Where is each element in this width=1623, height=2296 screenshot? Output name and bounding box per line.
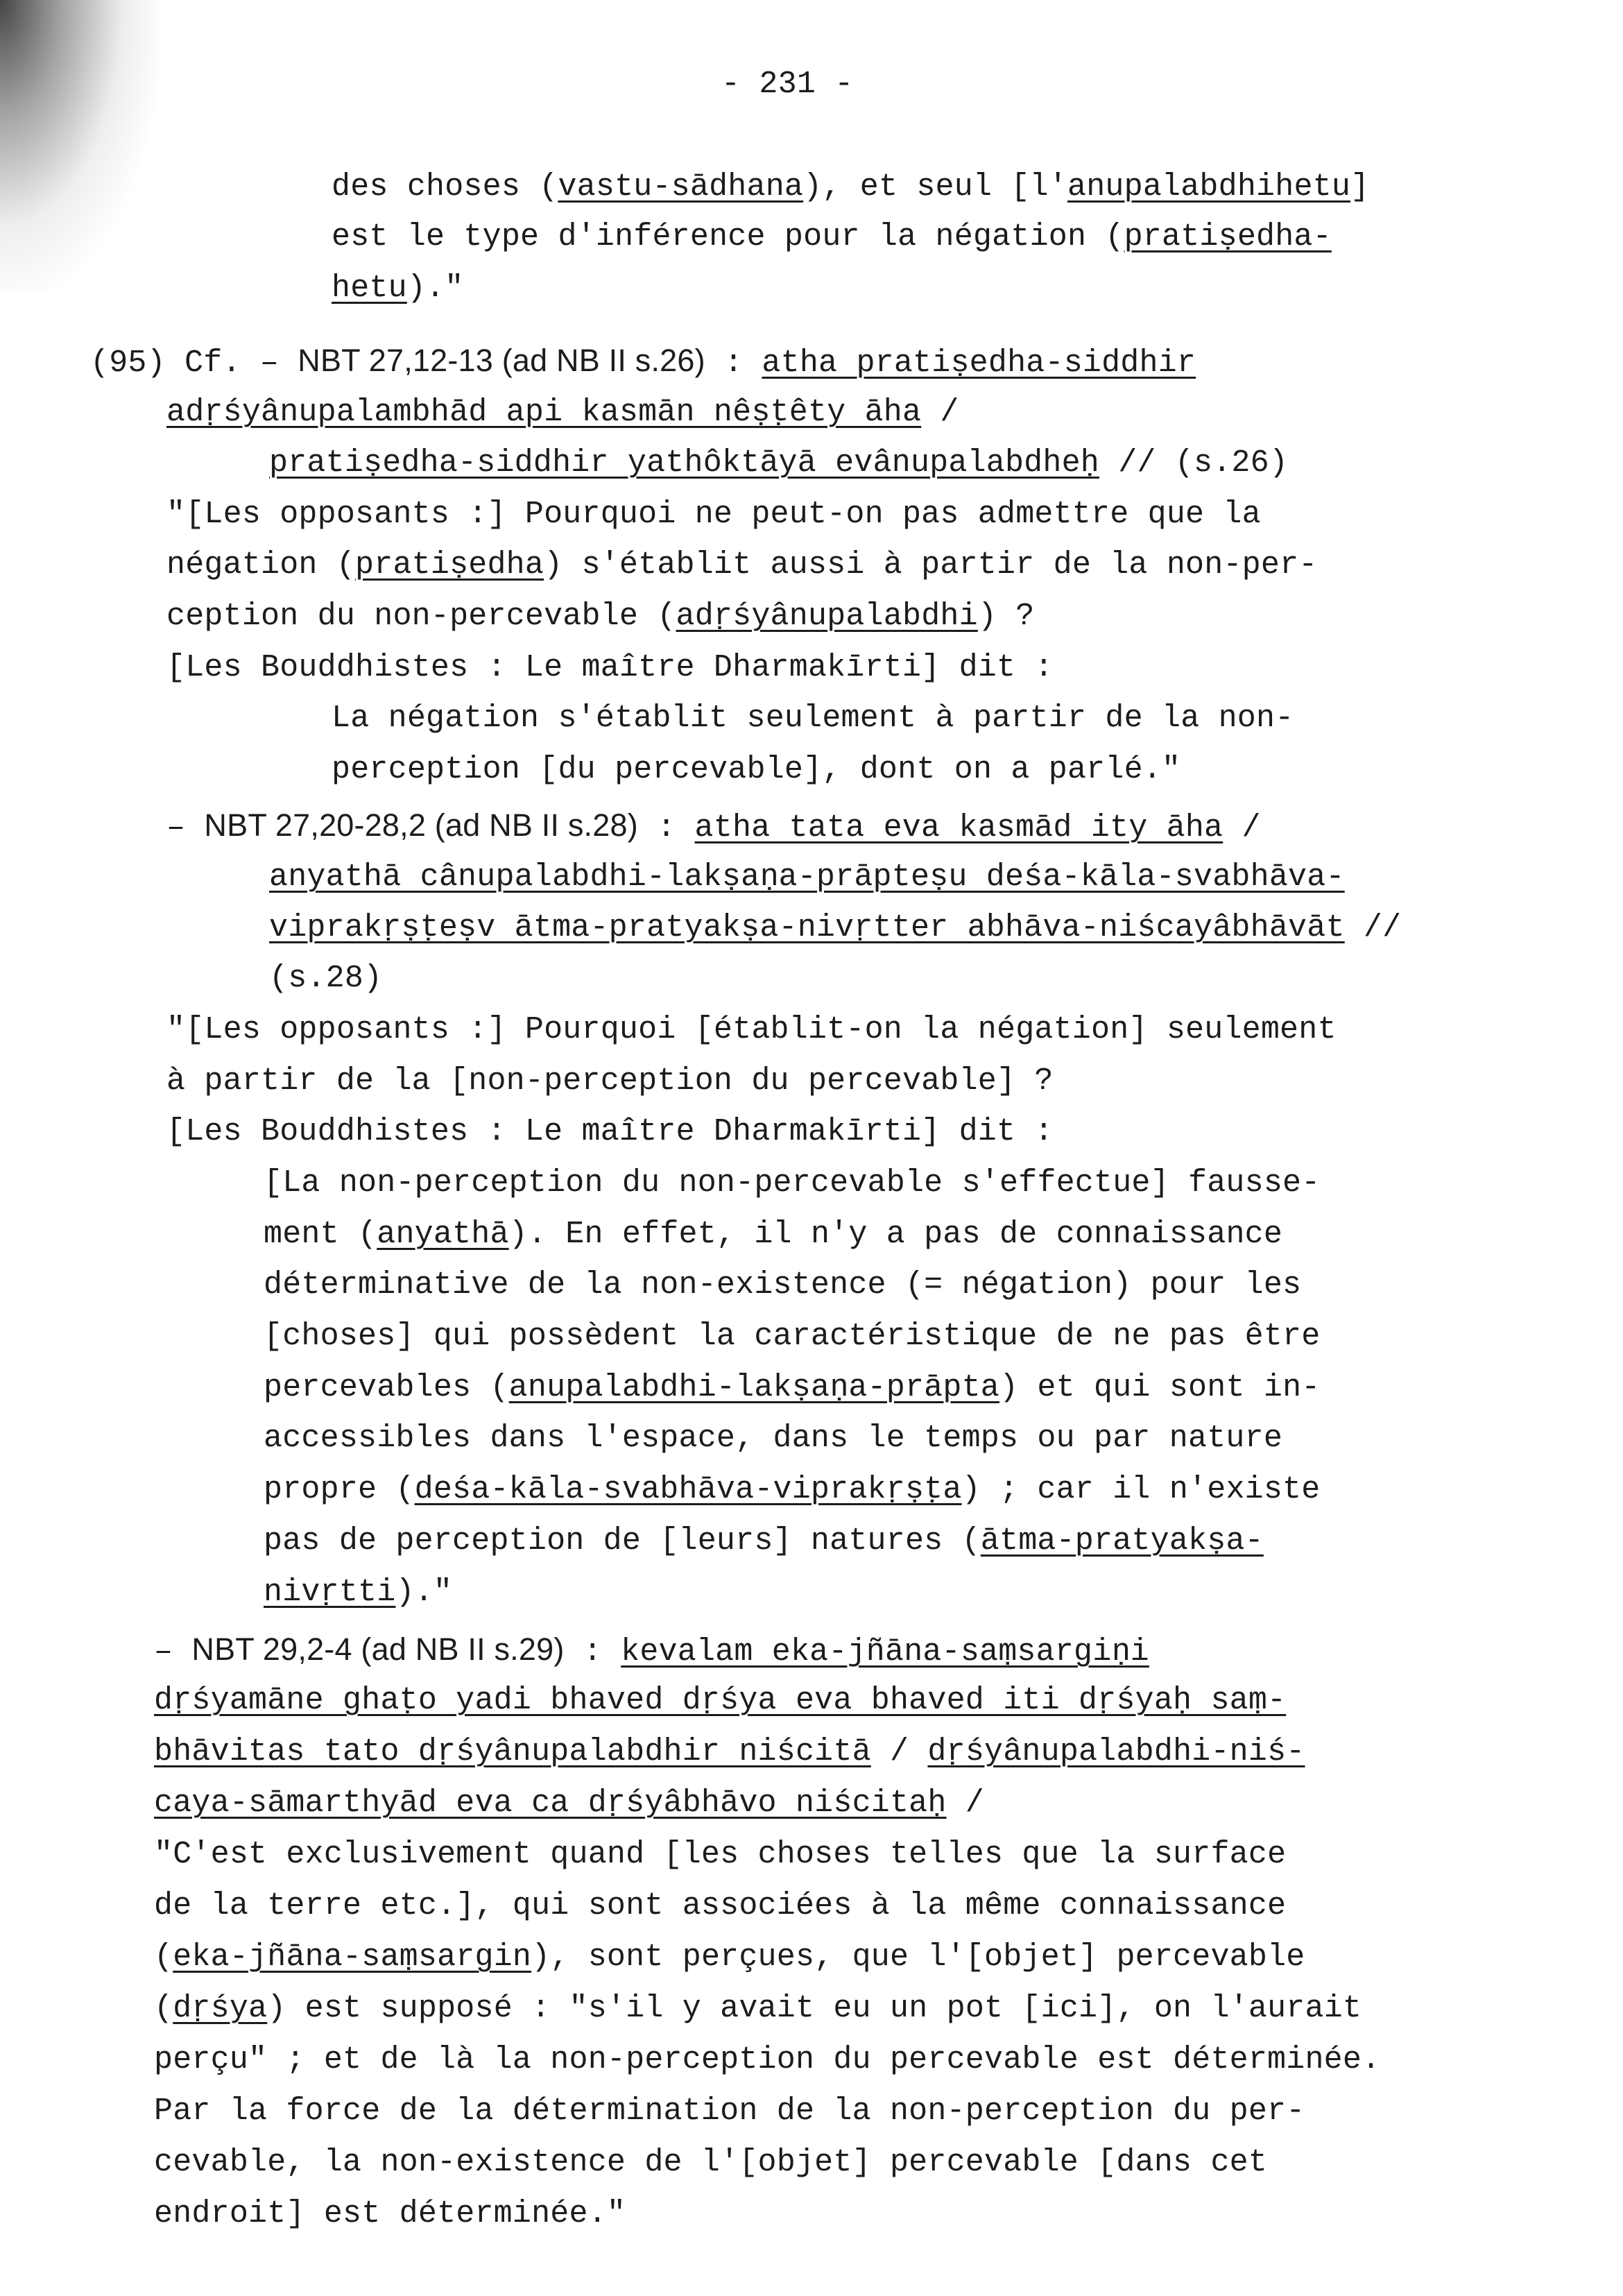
text-line: (dṛśya) est supposé : "s'il y avait eu un pot [ici], on l'aurait xyxy=(154,1991,1362,2026)
text-line: est le type d'inférence pour la négation (pratiṣedha- xyxy=(332,219,1332,255)
sanskrit-line: anyathā cânupalabdhi-lakṣaṇa-prāpteṣu deśa-kāla-svabhāva- xyxy=(269,859,1345,895)
text-line: [Les Bouddhistes : Le maître Dharmakīrti] dit : xyxy=(166,650,1054,685)
text-line: (s.28) xyxy=(269,961,383,996)
sanskrit-line: bhāvitas tato dṛśyânupalabdhir niścitā / dṛśyânupalabdhi-niś- xyxy=(154,1734,1305,1770)
text-line: [Les Bouddhistes : Le maître Dharmakīrti] dit : xyxy=(166,1114,1054,1149)
text-line: La négation s'établit seulement à partir de la non- xyxy=(332,701,1294,736)
text-line: de la terre etc.], qui sont associées à la même connaissance xyxy=(154,1888,1287,1924)
text-line: nivṛtti)." xyxy=(264,1575,453,1610)
citation-heading: – NBT 29,2-4 (ad NB II s.29) : kevalam eka-jñāna-saṃsargiṇi xyxy=(154,1631,1149,1670)
text-line: (eka-jñāna-saṃsargin), sont perçues, que l'[objet] percevable xyxy=(154,1939,1305,1975)
footnote-95-heading: (95) Cf. – NBT 27,12-13 (ad NB II s.26) : atha pratiṣedha-siddhir xyxy=(90,343,1196,381)
text-line: des choses (vastu-sādhana), et seul [l'anupalabdhihetu] xyxy=(332,169,1370,205)
text-line: endroit] est déterminée." xyxy=(154,2196,626,2231)
text-line: perception [du percevable], dont on a parlé." xyxy=(332,752,1181,787)
text-line: pas de perception de [leurs] natures (ātma-pratyakṣa- xyxy=(264,1523,1264,1559)
text-line: cevable, la non-existence de l'[objet] percevable [dans cet xyxy=(154,2145,1268,2180)
text-line: percevables (anupalabdhi-lakṣaṇa-prāpta) et qui sont in- xyxy=(264,1370,1321,1405)
text-line: perçu" ; et de là la non-perception du percevable est déterminée. xyxy=(154,2042,1381,2077)
sanskrit-line: caya-sāmarthyād eva ca dṛśyâbhāvo niścitaḥ / xyxy=(154,1785,985,1821)
text-line: "C'est exclusivement quand [les choses telles que la surface xyxy=(154,1837,1287,1872)
text-line: [choses] qui possèdent la caractéristique de ne pas être xyxy=(264,1319,1321,1354)
sanskrit-line: pratiṣedha-siddhir yathôktāyā evânupalabdheḥ // (s.26) xyxy=(269,445,1289,481)
sanskrit-line: dṛśyamāne ghaṭo yadi bhaved dṛśya eva bhaved iti dṛśyaḥ saṃ- xyxy=(154,1683,1287,1718)
text-line: ception du non-percevable (adṛśyânupalabdhi) ? xyxy=(166,599,1035,634)
text-line: déterminative de la non-existence (= négation) pour les xyxy=(264,1267,1302,1303)
scan-corner-shadow xyxy=(0,0,160,291)
text-line: à partir de la [non-perception du percevable] ? xyxy=(166,1063,1054,1099)
sanskrit-line: adṛśyânupalambhād api kasmān nêṣṭêty āha / xyxy=(166,395,959,430)
text-line: hetu)." xyxy=(332,271,464,306)
citation-heading: – NBT 27,20-28,2 (ad NB II s.28) : atha tata eva kasmād ity āha / xyxy=(166,807,1261,846)
text-line: propre (deśa-kāla-svabhāva-viprakṛṣṭa) ; car il n'existe xyxy=(264,1472,1321,1507)
text-line: "[Les opposants :] Pourquoi [établit-on la négation] seulement xyxy=(166,1012,1337,1047)
page-number: - 231 - xyxy=(721,67,854,102)
text-line: négation (pratiṣedha) s'établit aussi à partir de la non-per- xyxy=(166,547,1318,583)
text-line: "[Les opposants :] Pourquoi ne peut-on pas admettre que la xyxy=(166,497,1261,532)
text-line: Par la force de la détermination de la non-perception du per- xyxy=(154,2093,1305,2129)
text-line: [La non-perception du non-percevable s'effectue] fausse- xyxy=(264,1165,1321,1201)
text-line: ment (anyathā). En effet, il n'y a pas de connaissance xyxy=(264,1217,1283,1252)
text-line: accessibles dans l'espace, dans le temps ou par nature xyxy=(264,1421,1283,1456)
sanskrit-line: viprakṛṣṭeṣv ātma-pratyakṣa-nivṛtter abhāva-niścayâbhāvāt // xyxy=(269,910,1402,945)
